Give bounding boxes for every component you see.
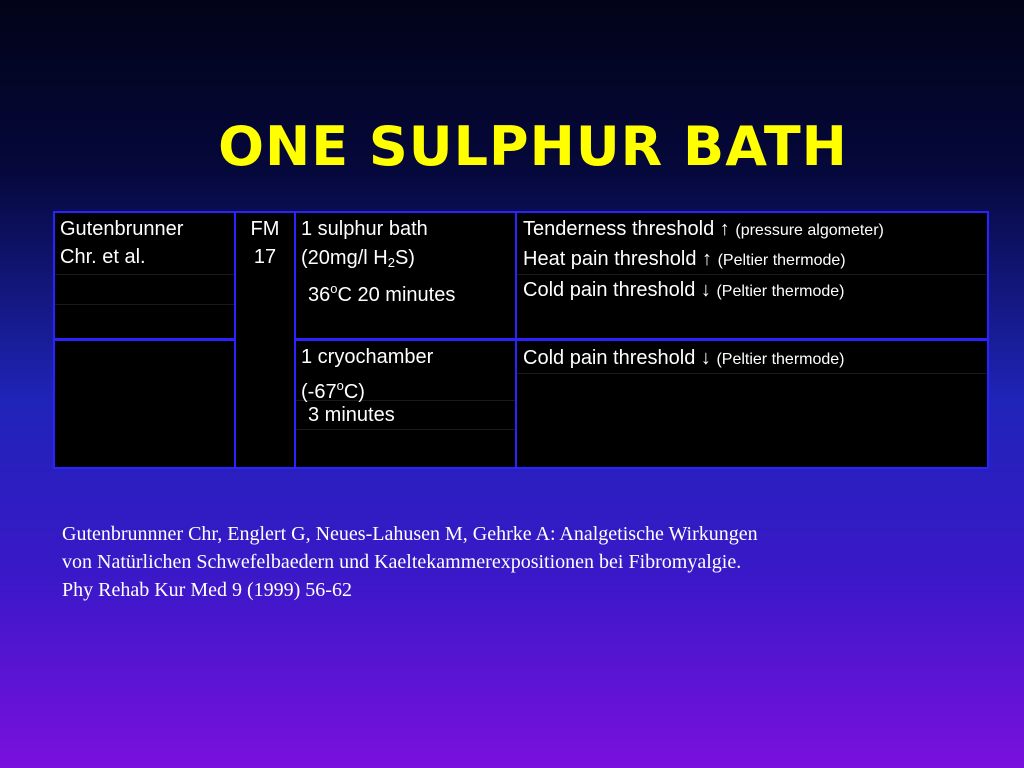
treatment-temperature: (-67 — [301, 381, 337, 403]
outcome-item — [523, 245, 846, 275]
study-table — [53, 211, 989, 469]
subscript: 2 — [387, 255, 395, 270]
treatment-duration: 3 minutes — [308, 404, 395, 426]
outcome-method: (Peltier thermode) — [716, 283, 845, 300]
reference-line: Phy Rehab Kur Med 9 (1999) 56-62 — [62, 579, 352, 601]
degree-sign: o — [336, 378, 344, 393]
outcome-label: Heat pain threshold ↑ — [523, 248, 713, 270]
treatment-text — [308, 401, 395, 429]
outcome-method: (Peltier thermode) — [717, 252, 846, 269]
reference-line: von Natürlichen Schwefelbaedern und Kaeltekammerexpositionen bei Fibromyalgie. — [62, 551, 742, 573]
treatment-dose: S) — [394, 247, 415, 269]
outcome-method: (pressure algometer) — [735, 222, 884, 239]
patient-group: FM — [250, 218, 280, 240]
degree-sign: o — [330, 281, 338, 296]
reference-line: Gutenbrunnner Chr, Englert G, Neues-Lahusen M, Gehrke A: Analgetische Wirkungen — [62, 523, 758, 545]
outcome-label: Cold pain threshold ↓ — [523, 347, 711, 369]
author-name: Chr. et al. — [60, 246, 146, 268]
outcome-item — [523, 215, 884, 245]
treatment-text — [301, 244, 415, 277]
author-name: Gutenbrunner — [60, 218, 184, 240]
outcome-method: (Peltier thermode) — [716, 351, 845, 368]
row-divider — [55, 338, 234, 341]
cell-subline — [296, 429, 515, 430]
slide-title: ONE SULPHUR BATH — [218, 115, 848, 178]
patient-count: 17 — [253, 246, 277, 268]
outcome-label: Tenderness threshold ↑ — [523, 218, 730, 240]
treatment-line: 1 sulphur bath — [301, 218, 428, 240]
outcome-item — [523, 344, 845, 374]
treatment-dose: (20mg/l H — [301, 247, 388, 269]
treatment-text — [301, 343, 433, 371]
treatment-temperature: C) — [343, 381, 365, 403]
cell-subline — [55, 274, 234, 275]
treatment-text — [301, 215, 428, 243]
treatment-text — [308, 275, 455, 309]
reference-citation — [62, 520, 982, 604]
treatment-line: 1 cryochamber — [301, 346, 434, 368]
treatment-temperature: 36 — [308, 284, 331, 306]
treatment-duration: C 20 minutes — [337, 284, 456, 306]
outcome-item — [523, 276, 845, 306]
cell-subline — [55, 304, 234, 305]
row-divider — [296, 338, 987, 341]
outcome-label: Cold pain threshold ↓ — [523, 279, 711, 301]
